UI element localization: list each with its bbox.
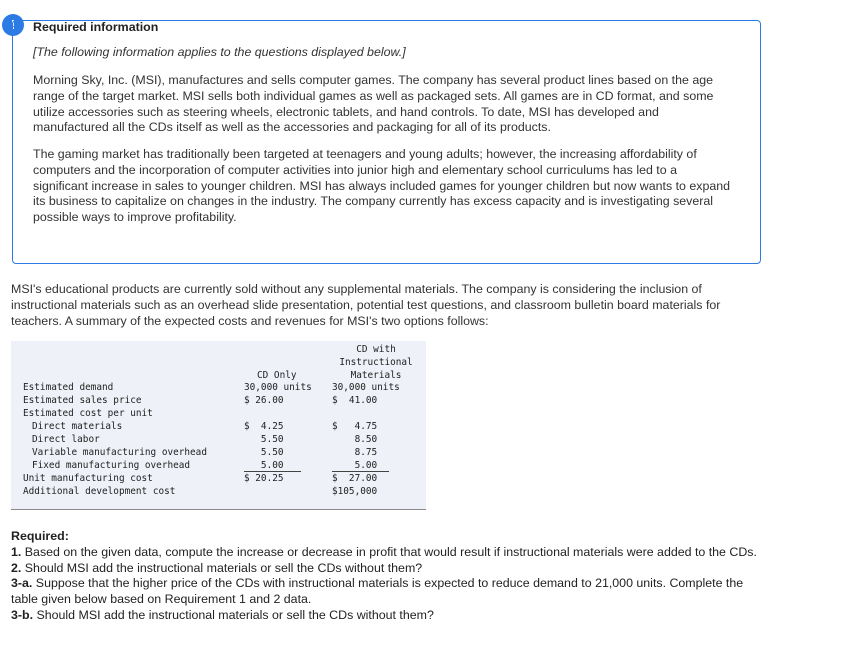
row-cd-with-value: 8.50 [332,434,378,445]
requirement-item [11,561,761,577]
row-label: Additional development cost [23,486,176,497]
row-cd-only-value: 5.50 [244,434,284,445]
row-cd-with-value: $ 27.00 [332,473,378,484]
required-section [11,529,761,624]
info-box-note: [The following information applies to the questions displayed below.] [33,45,406,59]
alert-icon: ! [2,14,24,36]
requirement-text: Should MSI add the instructional materials or sell the CDs without them? [33,607,434,622]
row-cd-with-value: 30,000 units [332,382,400,393]
subtotal-underline [332,471,389,472]
row-cd-only-value: $ 20.25 [244,473,284,484]
requirement-text: Should MSI add the instructional materials or sell the CDs without them? [21,560,423,575]
col2-header-line-3: Materials [350,370,402,381]
requirement-item [11,608,761,624]
row-cd-only-value: $ 26.00 [244,395,284,406]
row-cd-only-value: 5.00 [244,460,284,471]
requirement-text: Based on the given data, compute the increase or decrease in profit that would result if instructional materials were added to the CDs. [21,544,757,559]
intro-paragraph: MSI's educational products are currently sold without any supplemental materials. The company is considering the inclusion of instructional materials such as an overhead slide presentation, potential test questions, and classroom bulletin board materials for teachers. A summary of the expected costs and revenues for MSI's two options follows: [11,282,721,328]
requirement-text: Suppose that the higher price of the CDs with instructional materials is expected to reduce demand to 21,000 units. Complete the table given below based on Requirement 1 and 2 data. [11,576,744,607]
row-cd-only-value: $ 4.25 [244,421,284,432]
row-cd-with-value: $ 41.00 [332,395,378,406]
col2-header-line-2: Instructional [339,357,413,368]
row-label: Estimated cost per unit [23,408,153,419]
row-label: Direct materials [32,421,123,432]
row-label: Unit manufacturing cost [23,473,153,484]
requirement-number: 3-b. [11,607,34,622]
row-cd-with-value: 8.75 [332,447,378,458]
info-box-title: Required information [33,20,159,34]
requirement-number: 3-a. [11,576,33,591]
row-cd-with-value: $ 4.75 [332,421,378,432]
row-cd-only-value: 30,000 units [244,382,312,393]
requirement-item [11,545,761,561]
col2-header-line-1: CD with [356,344,396,355]
row-label: Fixed manufacturing overhead [32,460,191,471]
cost-summary-table [11,341,426,510]
row-cd-with-value: $105,000 [332,486,378,497]
row-label: Estimated demand [23,382,114,393]
info-box-paragraph-2: The gaming market has traditionally been targeted at teenagers and young adults; however, the increasing affordability of computers and the incorporation of computer activities into junior high and elementary school curriculums has led to a significant increase in sales to younger children. MSI has always included games for younger children but now wants to expand its business to capitalize on changes in the industry. The company currently has excess capacity and is investigating several possible ways to improve profitability. [33,147,731,225]
info-box-paragraph-1: Morning Sky, Inc. (MSI), manufactures and sells computer games. The company has several product lines based on the age range of the target market. MSI sells both individual games as well as packaged sets. All games are in CD format, and some utilize accessories such as steering wheels, electronic tablets, and hand controls. To date, MSI has developed and manufactured all the CDs itself as well as the accessories and packaging for all of its products. [33,73,714,135]
requirement-item [11,576,761,608]
subtotal-underline [244,471,301,472]
row-label: Variable manufacturing overhead [32,447,207,458]
row-cd-with-value: 5.00 [332,460,378,471]
required-heading: Required: [11,529,69,543]
requirement-number: 1. [11,544,22,559]
row-label: Direct labor [32,434,100,445]
requirement-number: 2. [11,560,22,575]
col1-header: CD Only [257,370,297,381]
row-label: Estimated sales price [23,395,142,406]
row-cd-only-value: 5.50 [244,447,284,458]
